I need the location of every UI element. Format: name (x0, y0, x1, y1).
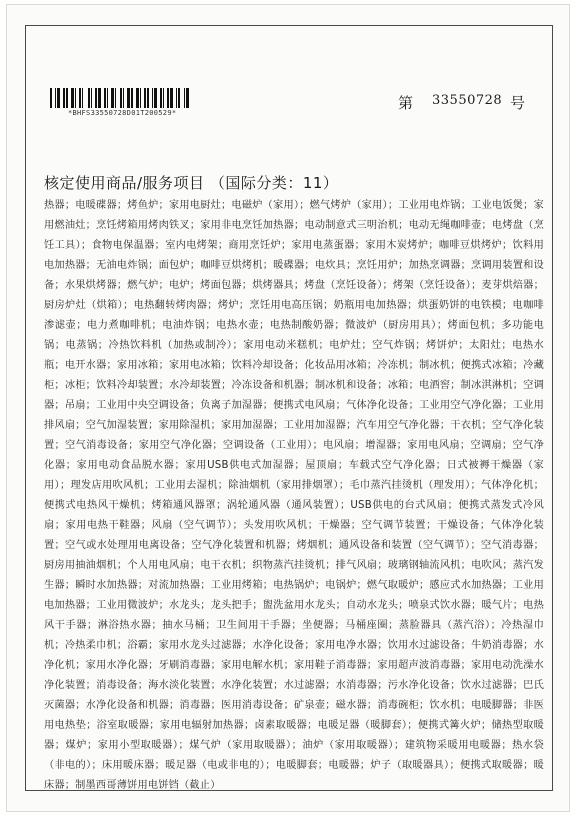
barcode-graphic (50, 88, 190, 108)
barcode-bar (66, 88, 68, 108)
barcode-bar (111, 88, 114, 108)
barcode-bar (154, 88, 157, 108)
barcode-bar (178, 88, 180, 108)
barcode-bar (79, 88, 81, 108)
barcode-bar (71, 88, 74, 108)
barcode-bar (50, 88, 52, 108)
barcode-bar (120, 88, 122, 108)
barcode-bar (186, 88, 189, 108)
barcode-bar (170, 88, 173, 108)
barcode-bar (144, 88, 146, 108)
barcode-bar (104, 88, 106, 108)
registration-suffix: 号 (510, 94, 526, 112)
barcode-caption: *BHFS33550728D01T200529* (68, 109, 177, 117)
barcode-bar (115, 88, 116, 108)
barcode-bar (91, 88, 92, 108)
barcode-bar (88, 88, 90, 108)
barcode-bar (152, 88, 153, 108)
barcode-bar (98, 88, 101, 108)
barcode-bar (95, 88, 97, 108)
barcode-bar (184, 88, 185, 108)
barcode-bar (55, 88, 56, 108)
barcode-bar (107, 88, 108, 108)
barcode-bar (140, 88, 141, 108)
barcode-bar (75, 88, 76, 108)
page-title: 核定使用商品/服务项目 （国际分类：11） (44, 174, 339, 192)
goods-services-list: 热器；电暖碟器；烤鱼炉；家用电厨灶；电磁炉（家用）；燃气烤炉（家用）；工业用电炸锅；工业电饭煲；家用燃油灶；烹饪烤箱用烤肉铁叉；家用非电烹饪加热器；电动制意式三明治机；电动无绳咖啡壶；电烤盘（烹饪工具）；食物电保温器；室内电烤架；商用烹饪炉；家用电蒸蛋器；家用木炭烤炉；咖啡豆烘烤炉；饮料用电加热器；无油电炸锅；面包炉；咖啡豆烘烤机；暖碟器；电炊具；烹饪用炉；加热烹调器；烹调用装置和设备；水果烘烤器；燃气炉；电炉；烤面包器；烘烤器具；烤盘（烹饪设备）；烤架（烹饪设备）；麦芽烘焙器；厨房炉灶（烘箱）；电热翻转烤肉器；烤炉；烹饪用电高压锅；奶瓶用电加热器；烘蛋奶饼的电铁模；电咖啡渗滤壶；电力煮咖啡机；电油炸锅；电热水壶；电热制酸奶器；微波炉（厨房用具）；烤面包机；多功能电锅；电蒸锅；冷热饮料机（加热或制冷）；家用电动米糕机；电炉灶；空气炸锅；烤饼炉；太阳灶；电热水瓶；电开水器；家用冰箱；家用电冰箱；饮料冷却设备；化妆品用冰箱；冷冻机；制冰机；便携式冰箱；冷藏柜；冰柜；饮料冷却装置；水冷却装置；冷冻设备和机器；制冰机和设备；冰箱；电酒窖；制冰淇淋机；空调器；吊扇；工业用中央空调设备；负离子加湿器；便携式电风扇；气体净化设备；工业用空气净化器；工业用排风扇；空气加湿装置；家用除湿机；家用加湿器；工业用加湿器；汽车用空气净化器；干衣机；空气净化装置；空气消毒设备；家用空气净化器；空调设备（工业用）；电风扇；增湿器；家用电风扇；空调扇；空气净化器；家用电动食品脱水器；家用USB供电式加湿器；屋顶扇；车载式空气净化器；日式被褥干燥器（家用）；理发店用吹风机；工业用去湿机；除油烟机（家用排烟罩）；毛巾蒸汽挂烫机（理发用）；气体净化机；便携式电热风干燥机；烤箱通风器罩；涡轮通风器（通风装置）；USB供电的台式风扇；便携式蒸发式冷风扇；家用电热干鞋器；风扇（空气调节）；头发用吹风机；干燥器；空气调节装置；干燥设备；气体净化装置；空气或水处理用电离设备；空气净化装置和机器；烤烟机；通风设备和装置（空气调节）；空气消毒器；厨房用抽油烟机；个人用电风扇；电干衣机；织物蒸汽挂烫机；排气风扇；玻璃钢轴流风机；电吹风；蒸汽发生器；瞬时水加热器；对流加热器；工业用烤箱；电热锅炉；电锅炉；燃气取暖炉；感应式水加热器；工业用电加热器；工业用微波炉；水龙头；龙头把手；盥洗盆用水龙头；自动水龙头；喷泉式饮水器；暖气片；电热风干手器；淋浴热水器；抽水马桶；卫生间用干手器；坐便器；马桶座圈；蒸脸器具（蒸汽浴）；冷热湿巾机；冷热柔巾机；浴霸；家用水龙头过滤器；水净化设备；家用电净水器；饮用水过滤设备；牛奶消毒器；水净化机；家用水净化器；牙刷消毒器；家用电解水机；家用鞋子消毒器；家用超声波消毒器；家用电动洗澡水净化装置；消毒设备；海水淡化装置；水净化装置；水过滤器；水消毒器；污水净化设备；饮水过滤器；巴氏灭菌器；水净化设备和机器；消毒器；医用消毒设备；矿泉壶；磁水器；消毒碗柜；饮水机；电暖脚器；非医用电热垫；浴室取暖器；家用电辐射加热器；卤素取暖器；电暖足器（暖脚套）；便携式篝火炉；储热型取暖器；煤炉；家用小型取暖器）；煤气炉（家用取暖器）；油炉（家用取暖器）；建筑物采暖用电暖器；热水袋（非电的）；床用暖床器；暖足器（电或非电的）；电暖脚套；电暖器；炉子（取暖器具）；便携式取暖器；暖床器；制墨西哥薄饼用电饼铛（截止） (44, 200, 544, 791)
barcode-bar (63, 88, 65, 108)
barcode-bar (147, 88, 149, 108)
barcode-bar (127, 88, 130, 108)
barcode-bar (82, 88, 83, 108)
registration-prefix: 第 (398, 94, 414, 112)
barcode-bar (176, 88, 177, 108)
barcode-bar (163, 88, 164, 108)
barcode-bar (131, 88, 133, 108)
registration-number: 33550728 (432, 93, 503, 108)
barcode-bar (57, 88, 60, 108)
barcode-bar (136, 88, 139, 108)
barcode-bar (123, 88, 124, 108)
barcode-bar (160, 88, 162, 108)
barcode-bar (167, 88, 169, 108)
